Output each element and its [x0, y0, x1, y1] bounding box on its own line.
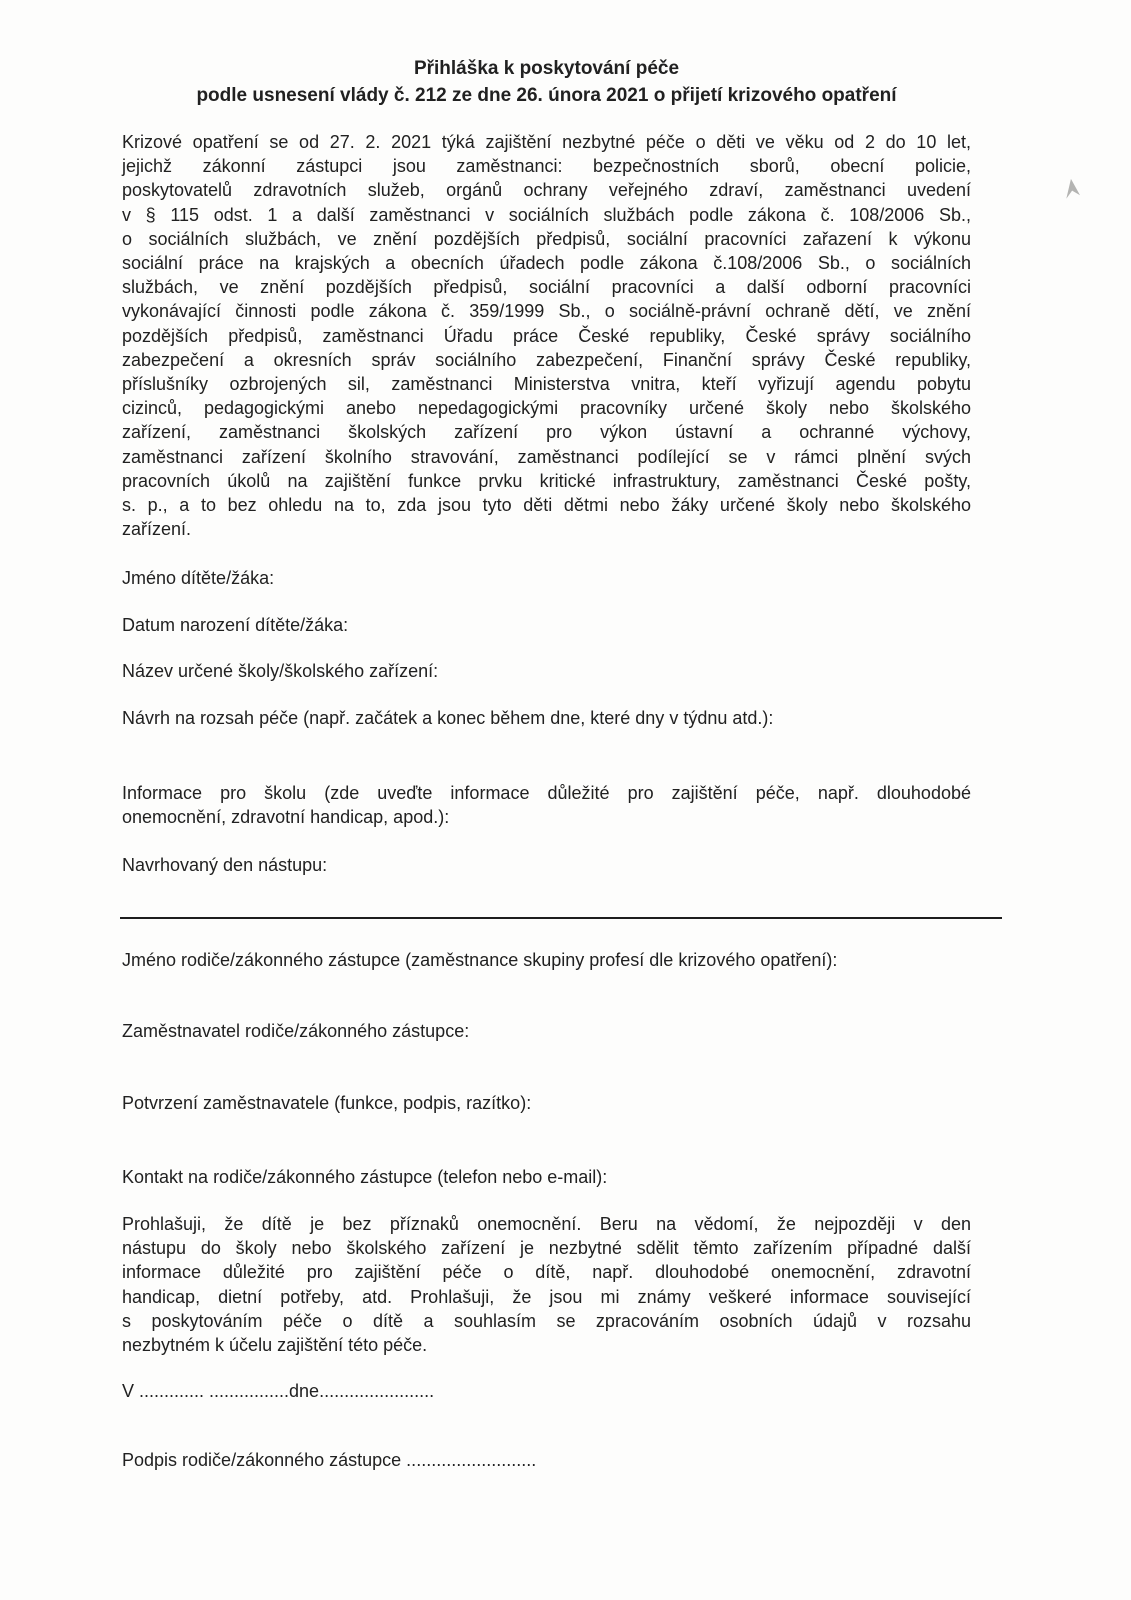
- declaration-paragraph: [122, 1212, 971, 1357]
- form-title: [122, 55, 971, 109]
- field-label-start-day: Navrhovaný den nástupu:: [122, 855, 328, 875]
- place-and-date-line: V ............. ................dne.......................: [122, 1381, 435, 1401]
- field-label-school-name: Název určené školy/školského zařízení:: [122, 661, 439, 681]
- text-line: o sociálních službách, ve znění pozdějších předpisů, sociální pracovníci zařazení k výkonu: [122, 228, 971, 249]
- field-label-child-name: Jméno dítěte/žáka:: [122, 568, 275, 588]
- field-label-care-scope: Návrh na rozsah péče (např. začátek a konec během dne, které dny v týdnu atd.):: [122, 708, 774, 728]
- field-label-child-birthdate: Datum narození dítěte/žáka:: [122, 615, 349, 635]
- text-line: zařízení.: [122, 519, 192, 540]
- scan-artifact-cursor: [1062, 178, 1080, 199]
- text-line: informace důležité pro zajištění péče o dítě, např. dlouhodobé onemocnění, zdravotní: [122, 1262, 971, 1283]
- text-line: handicap, dietní potřeby, atd. Prohlašuji, že jsou mi známy veškeré informace související: [122, 1286, 971, 1307]
- field-label-parent-contact: Kontakt na rodiče/zákonného zástupce (telefon nebo e-mail):: [122, 1167, 608, 1187]
- text-line: sociální práce na krajských a obecních úřadech podle zákona č.108/2006 Sb., o sociálních: [122, 253, 971, 274]
- text-line: příslušníky ozbrojených sil, zaměstnanci Ministerstva vnitra, kteří vyřizují agendu pobytu: [122, 374, 971, 395]
- field-label-parent-employer: Zaměstnavatel rodiče/zákonného zástupce:: [122, 1021, 470, 1041]
- text-line: zaměstnanci zařízení školního stravování, zaměstnanci podílející se v rámci plnění svých: [122, 446, 971, 467]
- section-divider-line: [120, 917, 1002, 919]
- field-label-employer-confirmation: Potvrzení zaměstnavatele (funkce, podpis, razítko):: [122, 1093, 532, 1113]
- text-line: pozdějších předpisů, zaměstnanci Úřadu práce České republiky, České správy sociálního: [122, 325, 971, 346]
- text-line: nástupu do školy nebo školského zařízení je nezbytné sdělit těmto zařízením případné další: [122, 1238, 971, 1259]
- text-line: zařízení, zaměstnanci školských zařízení pro výkon ústavní a ochranné výchovy,: [122, 422, 971, 443]
- text-line: s. p., a to bez ohledu na to, zda jsou tyto děti dětmi nebo žáky určené školy nebo školského: [122, 495, 971, 516]
- text-line: s poskytováním péče o dítě a souhlasím se zpracováním osobních údajů v rozsahu: [122, 1310, 971, 1331]
- text-line: zabezpečení a okresních správ sociálního zabezpečení, Finanční správy České republiky,: [122, 349, 971, 370]
- intro-paragraph: [122, 130, 971, 541]
- parent-signature-line: Podpis rodiče/zákonného zástupce ..........................: [122, 1450, 537, 1470]
- text-line: v § 115 odst. 1 a další zaměstnanci v sociálních službách podle zákona č. 108/2006 Sb.,: [122, 204, 971, 225]
- text-line: onemocnění, zdravotní handicap, apod.):: [122, 807, 450, 828]
- text-line: vykonávající činnosti podle zákona č. 359/1999 Sb., o sociálně-právní ochraně dětí, ve znění: [122, 301, 971, 322]
- text-line: pracovních úkolů na zajištění funkce prvku kritické infrastruktury, zaměstnanci České pošty,: [122, 470, 971, 491]
- text-line: cizinců, pedagogickými anebo nepedagogickými pracovníky určené školy nebo školského: [122, 398, 971, 419]
- text-line: poskytovatelů zdravotních služeb, orgánů ochrany veřejného zdraví, zaměstnanci uvedení: [122, 180, 971, 201]
- text-line: nezbytném k účelu zajištění této péče.: [122, 1335, 428, 1356]
- field-label-school-info: [122, 781, 971, 829]
- text-line: Informace pro školu (zde uveďte informace důležité pro zajištění péče, např. dlouhodobé: [122, 783, 971, 803]
- text-line: službách, ve znění pozdějších předpisů, sociální pracovníci a další odborní pracovníci: [122, 277, 971, 298]
- form-title-line2: podle usnesení vlády č. 212 ze dne 26. února 2021 o přijetí krizového opatření: [196, 85, 897, 106]
- field-label-parent-name: Jméno rodiče/zákonného zástupce (zaměstnance skupiny profesí dle krizového opatření):: [122, 950, 838, 970]
- text-line: jejichž zákonní zástupci jsou zaměstnanci: bezpečnostních sborů, obecní policie,: [122, 156, 971, 177]
- text-line: Prohlašuji, že dítě je bez příznaků onemocnění. Beru na vědomí, že nejpozději v den: [122, 1214, 971, 1234]
- text-line: Krizové opatření se od 27. 2. 2021 týká zajištění nezbytné péče o děti ve věku od 2 do 10 let,: [122, 132, 971, 152]
- form-title-line1: Přihláška k poskytování péče: [413, 58, 680, 79]
